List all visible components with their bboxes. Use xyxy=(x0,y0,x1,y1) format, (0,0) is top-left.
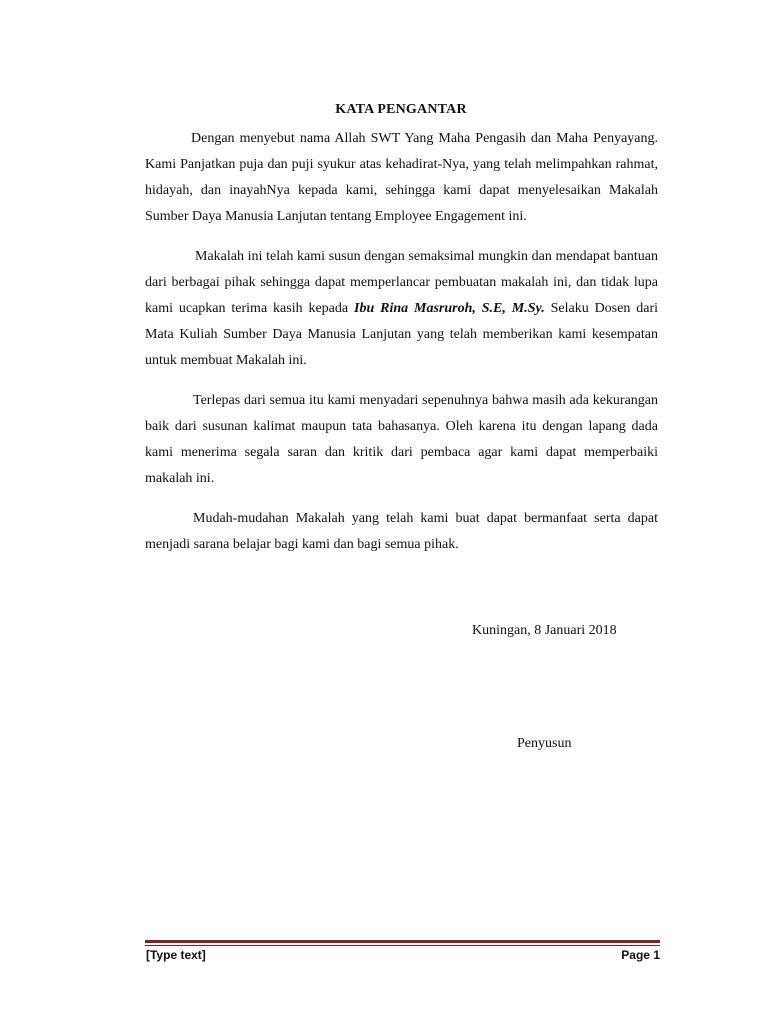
footer-rule xyxy=(145,940,660,946)
paragraph-3: Terlepas dari semua itu kami menyadari sepenuhnya bahwa masih ada kekurangan baik dari susunan kalimat maupun tata bahasanya. Oleh karena itu dengan lapang dada kami menerima segala saran dan kritik dari pembaca agar kami dapat memperbaiki makalah ini. xyxy=(145,393,658,486)
footer-page-number: Page 1 xyxy=(621,948,660,962)
paragraph-2-text-before: Makalah ini telah kami susun dengan semaksimal mungkin dan mendapat bantuan dari berbagai pihak sehingga dapat memperlancar pembuatan makalah ini, dan tidak lupa kami ucapkan terima kasih kepada xyxy=(145,249,658,316)
lecturer-name: Ibu Rina Masruroh, S.E, M.Sy. xyxy=(354,301,545,316)
page-title: KATA PENGANTAR xyxy=(335,102,467,117)
footer-rule-thin xyxy=(145,945,660,946)
footer-placeholder-text: [Type text] xyxy=(146,948,206,962)
paragraph-2 xyxy=(145,244,658,374)
document-body xyxy=(145,126,658,572)
footer-rule-thick xyxy=(145,940,660,943)
paragraph-4: Mudah-mudahan Makalah yang telah kami buat dapat bermanfaat serta dapat menjadi sarana belajar bagi kami dan bagi semua pihak. xyxy=(145,511,658,552)
signature-label: Penyusun xyxy=(517,736,572,751)
paragraph-1: Dengan menyebut nama Allah SWT Yang Maha Pengasih dan Maha Penyayang. Kami Panjatkan puja dan puji syukur atas kehadirat-Nya, yang telah melimpahkan rahmat, hidayah, dan inayahNya kepada kami, sehingga kami dapat menyelesaikan Makalah Sumber Daya Manusia Lanjutan tentang Employee Engagement ini. xyxy=(145,131,658,224)
place-date: Kuningan, 8 Januari 2018 xyxy=(472,623,617,638)
paragraph-2-text-after: Selaku Dosen dari Mata Kuliah Sumber Daya Manusia Lanjutan yang telah memberikan kami kesempatan untuk membuat Makalah ini. xyxy=(145,301,658,368)
